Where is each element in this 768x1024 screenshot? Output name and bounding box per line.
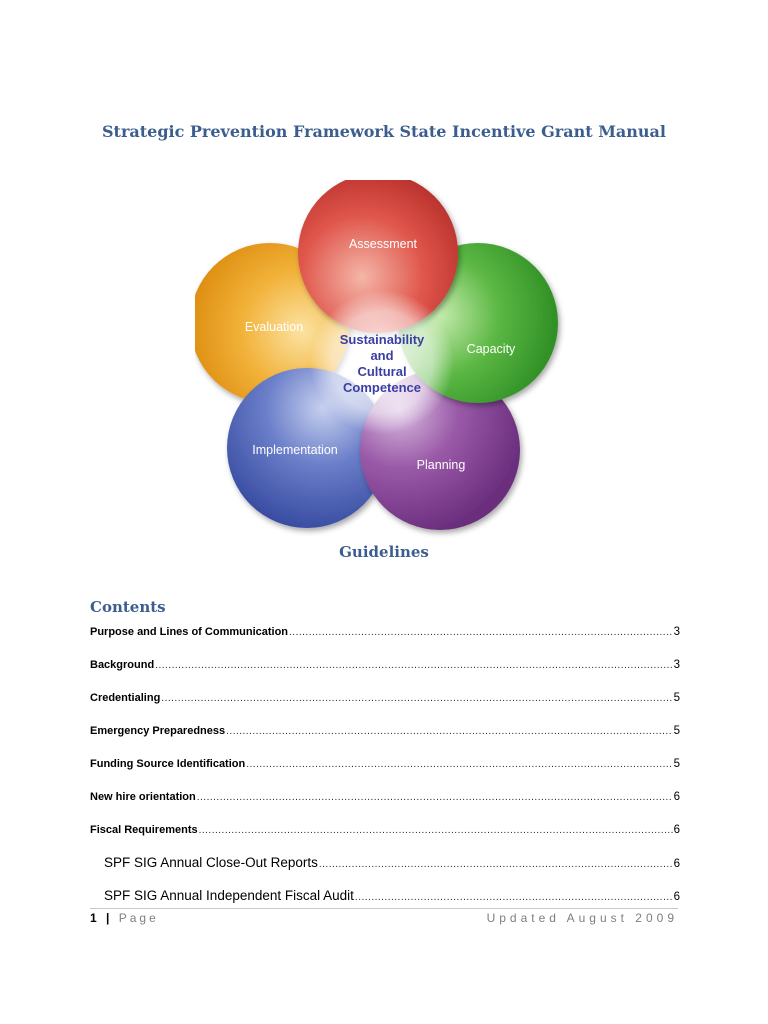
page-number: 1 xyxy=(90,911,100,925)
center-line-4: Competence xyxy=(342,380,422,395)
toc-entry-title[interactable]: New hire orientation xyxy=(90,791,196,803)
planning-label: Planning xyxy=(416,458,466,472)
toc-leader-dots xyxy=(155,654,672,678)
toc-leader-dots xyxy=(319,853,673,877)
toc-entry-title[interactable]: Funding Source Identification xyxy=(90,758,246,770)
footer-page-indicator xyxy=(90,911,159,925)
table-of-contents xyxy=(90,620,680,917)
toc-entry-page[interactable]: 3 xyxy=(673,626,680,638)
toc-leader-dots xyxy=(197,786,673,810)
toc-entry-title[interactable]: Background xyxy=(90,659,155,671)
toc-entry[interactable] xyxy=(90,719,680,752)
toc-entry[interactable] xyxy=(90,620,680,653)
toc-entry[interactable] xyxy=(90,752,680,785)
spf-cycle-diagram xyxy=(195,180,575,545)
toc-leader-dots xyxy=(246,753,672,777)
footer-divider xyxy=(90,908,678,909)
toc-entry-title[interactable]: Emergency Preparedness xyxy=(90,725,226,737)
toc-entry[interactable] xyxy=(90,785,680,818)
toc-entry[interactable] xyxy=(90,653,680,686)
center-line-2: and xyxy=(370,348,394,363)
spf-cycle-svg xyxy=(195,180,575,545)
page-word: Page xyxy=(118,911,159,925)
toc-entry-page[interactable]: 5 xyxy=(673,758,680,770)
document-title: Strategic Prevention Framework State Incentive Grant Manual xyxy=(102,122,666,141)
toc-entry-page[interactable]: 6 xyxy=(673,791,680,803)
center-line-1: Sustainability xyxy=(339,332,425,347)
toc-entry-page[interactable]: 6 xyxy=(673,891,680,903)
evaluation-label: Evaluation xyxy=(244,320,304,334)
toc-leader-dots xyxy=(355,886,673,910)
guidelines-subtitle: Guidelines xyxy=(339,543,429,561)
toc-leader-dots xyxy=(226,720,672,744)
center-line-3: Cultural xyxy=(357,364,407,379)
toc-leader-dots xyxy=(161,687,672,711)
page-separator: | xyxy=(106,911,113,925)
toc-leader-dots xyxy=(199,819,673,843)
toc-subentry[interactable] xyxy=(90,851,680,884)
assessment-label: Assessment xyxy=(348,237,418,251)
toc-entry-page[interactable]: 5 xyxy=(673,692,680,704)
toc-entry-page[interactable]: 6 xyxy=(673,824,680,836)
toc-entry[interactable] xyxy=(90,818,680,851)
toc-entry-title[interactable]: SPF SIG Annual Independent Fiscal Audit xyxy=(104,888,354,903)
toc-entry-page[interactable]: 3 xyxy=(673,659,680,671)
contents-heading: Contents xyxy=(90,598,166,616)
toc-entry-page[interactable]: 6 xyxy=(673,858,680,870)
implementation-label: Implementation xyxy=(252,443,338,457)
toc-entry-page[interactable]: 5 xyxy=(673,725,680,737)
toc-entry-title[interactable]: SPF SIG Annual Close-Out Reports xyxy=(104,855,318,870)
footer-updated-date: Updated August 2009 xyxy=(486,911,678,925)
capacity-label: Capacity xyxy=(466,342,516,356)
toc-entry-title[interactable]: Purpose and Lines of Communication xyxy=(90,626,289,638)
toc-entry-title[interactable]: Credentialing xyxy=(90,692,161,704)
toc-leader-dots xyxy=(289,621,673,645)
toc-entry[interactable] xyxy=(90,686,680,719)
toc-entry-title[interactable]: Fiscal Requirements xyxy=(90,824,198,836)
